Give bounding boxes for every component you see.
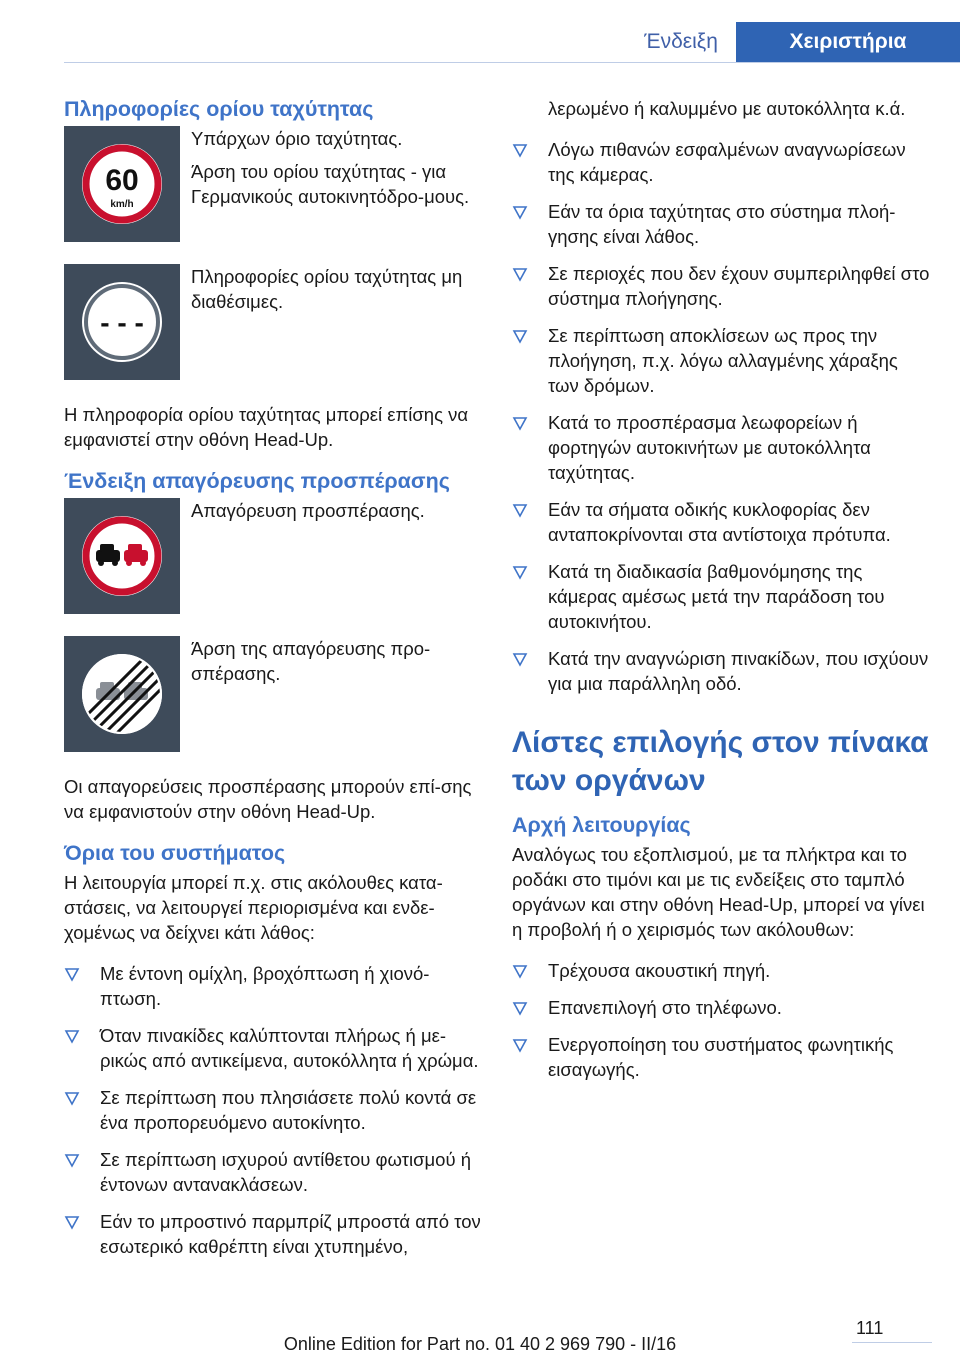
edition-footer: Online Edition for Part no. 01 40 2 969 790 - II/16 — [283, 1334, 677, 1354]
triangle-bullet-icon — [512, 328, 528, 344]
speed-limit-note: Η πληροφορία ορίου ταχύτητας μπορεί επίσης να εμφανιστεί στην οθόνη Head-Up. — [64, 404, 469, 450]
no-overtaking-sign-icon — [64, 498, 180, 614]
list-item: Ενεργοποίηση του συστήματος φωνητικής εισαγωγής. — [512, 1032, 932, 1082]
list-item: Σε περίπτωση που πλησιάσετε πολύ κοντά σε ένα προπορευόμενο αυτοκίνητο. — [64, 1085, 488, 1135]
limits-list-continued — [512, 137, 932, 696]
triangle-bullet-icon — [512, 564, 528, 580]
principle-text: Αναλόγως του εξοπλισμού, με τα πλήκτρα και το ροδάκι στο τιμόνι και με τις ενδείξεις στο ταμπλό οργάνων και στην οθόνη Head-Up, μπορεί να γίνει η προβολή ή ο χειρισμός των ακόλουθων: — [512, 844, 925, 940]
triangle-bullet-icon — [512, 142, 528, 158]
sign-row-unavailable — [64, 264, 488, 380]
right-column — [512, 96, 932, 1094]
list-item: Εάν τα σήματα οδικής κυκλοφορίας δεν ανταποκρίνονται στα αντίστοιχα πρότυπα. — [512, 497, 932, 547]
list-item: Κατά την αναγνώριση πινακίδων, που ισχύουν για μια παράλληλη οδό. — [512, 646, 932, 696]
end-no-overtaking-sign-icon — [64, 636, 180, 752]
triangle-bullet-icon — [512, 415, 528, 431]
principle-heading: Αρχή λειτουργίας — [512, 813, 691, 837]
speed-limit-unit: km/h — [110, 199, 134, 210]
list-item: Εάν τα όρια ταχύτητας στο σύστημα πλοή-γησης είναι λάθος. — [512, 199, 932, 249]
no-overtake-text: Απαγόρευση προσπέρασης. — [191, 500, 425, 521]
section-tab: Ένδειξη — [626, 22, 736, 62]
sign-row-speed-limit — [64, 126, 488, 242]
speed-limit-unavailable-sign-icon — [64, 264, 180, 380]
triangle-bullet-icon — [512, 1037, 528, 1053]
limits-heading: Όρια του συστήματος — [64, 841, 286, 865]
list-item: Επανεπιλογή στο τηλέφωνο. — [512, 995, 932, 1020]
end-no-overtake-text: Άρση της απαγόρευσης προ-σπέρασης. — [191, 638, 431, 684]
continuation-text: λερωμένο ή καλυμμένο με αυτοκόλλητα κ.ά. — [548, 98, 906, 119]
triangle-bullet-icon — [512, 266, 528, 282]
sign-row-end-no-overtake — [64, 636, 488, 752]
triangle-bullet-icon — [512, 651, 528, 667]
triangle-bullet-icon — [64, 1152, 80, 1168]
lists-heading: Λίστες επιλογής στον πίνακα των οργάνων — [512, 726, 929, 797]
speed-limit-60-sign-icon — [64, 126, 180, 242]
triangle-bullet-icon — [64, 1090, 80, 1106]
list-item: Σε περίπτωση ισχυρού αντίθετου φωτισμού ή έντονων αντανακλάσεων. — [64, 1147, 488, 1197]
triangle-bullet-icon — [64, 966, 80, 982]
triangle-bullet-icon — [512, 502, 528, 518]
speed-limit-lift-text: Άρση του ορίου ταχύτητας - για Γερμανικούς αυτοκινητόδρο-μους. — [191, 161, 470, 207]
list-item: Όταν πινακίδες καλύπτονται πλήρως ή με-ρικώς από αντικείμενα, αυτοκόλλητα ή χρώμα. — [64, 1023, 488, 1073]
limits-intro: Η λειτουργία μπορεί π.χ. στις ακόλουθες κατα-στάσεις, να λειτουργεί περιορισμένα και ενδε-χομένως να δείχνει κάτι λάθος: — [64, 872, 443, 943]
list-item: Λόγω πιθανών εσφαλμένων αναγνωρίσεων της κάμερας. — [512, 137, 932, 187]
page-number: 111 — [856, 1318, 884, 1338]
overtake-heading: Ένδειξη απαγόρευσης προσπέρασης — [64, 469, 450, 493]
unavailable-symbol: - - - — [100, 307, 144, 338]
triangle-bullet-icon — [512, 1000, 528, 1016]
header-rule — [64, 62, 960, 63]
unavailable-text: Πληροφορίες ορίου ταχύτητας μη διαθέσιμες. — [191, 266, 463, 312]
list-item: Κατά τη διαδικασία βαθμονόμησης της κάμερας αμέσως μετά την παράδοση του αυτοκινήτου. — [512, 559, 932, 634]
header-tabs — [626, 22, 960, 62]
chapter-tab: Χειριστήρια — [736, 22, 960, 62]
list-item: Σε περίπτωση αποκλίσεων ως προς την πλοήγηση, π.χ. λόγω αλλαγμένης χάραξης των δρόμων. — [512, 323, 932, 398]
triangle-bullet-icon — [512, 204, 528, 220]
list-item: Κατά το προσπέρασμα λεωφορείων ή φορτηγών αυτοκινήτων με αυτοκόλλητα ταχύτητας. — [512, 410, 932, 485]
limits-list — [64, 961, 488, 1259]
principle-list — [512, 958, 932, 1082]
list-item: Με έντονη ομίχλη, βροχόπτωση ή χιονό-πτωση. — [64, 961, 488, 1011]
speed-limit-text: Υπάρχων όριο ταχύτητας. — [191, 128, 403, 149]
triangle-bullet-icon — [64, 1214, 80, 1230]
speed-limit-heading: Πληροφορίες ορίου ταχύτητας — [64, 97, 374, 121]
left-column — [64, 96, 488, 1271]
triangle-bullet-icon — [512, 963, 528, 979]
list-item: Εάν το μπροστινό παρμπρίζ μπροστά από τον εσωτερικό καθρέπτη είναι χτυπημένο, — [64, 1209, 488, 1259]
list-item: Τρέχουσα ακουστική πηγή. — [512, 958, 932, 983]
triangle-bullet-icon — [64, 1028, 80, 1044]
sign-row-no-overtake — [64, 498, 488, 614]
speed-limit-number: 60 — [105, 164, 139, 197]
overtake-note: Οι απαγορεύσεις προσπέρασης μπορούν επί-σης να εμφανιστούν στην οθόνη Head-Up. — [64, 776, 472, 822]
list-item: Σε περιοχές που δεν έχουν συμπεριληφθεί στο σύστημα πλοήγησης. — [512, 261, 932, 311]
